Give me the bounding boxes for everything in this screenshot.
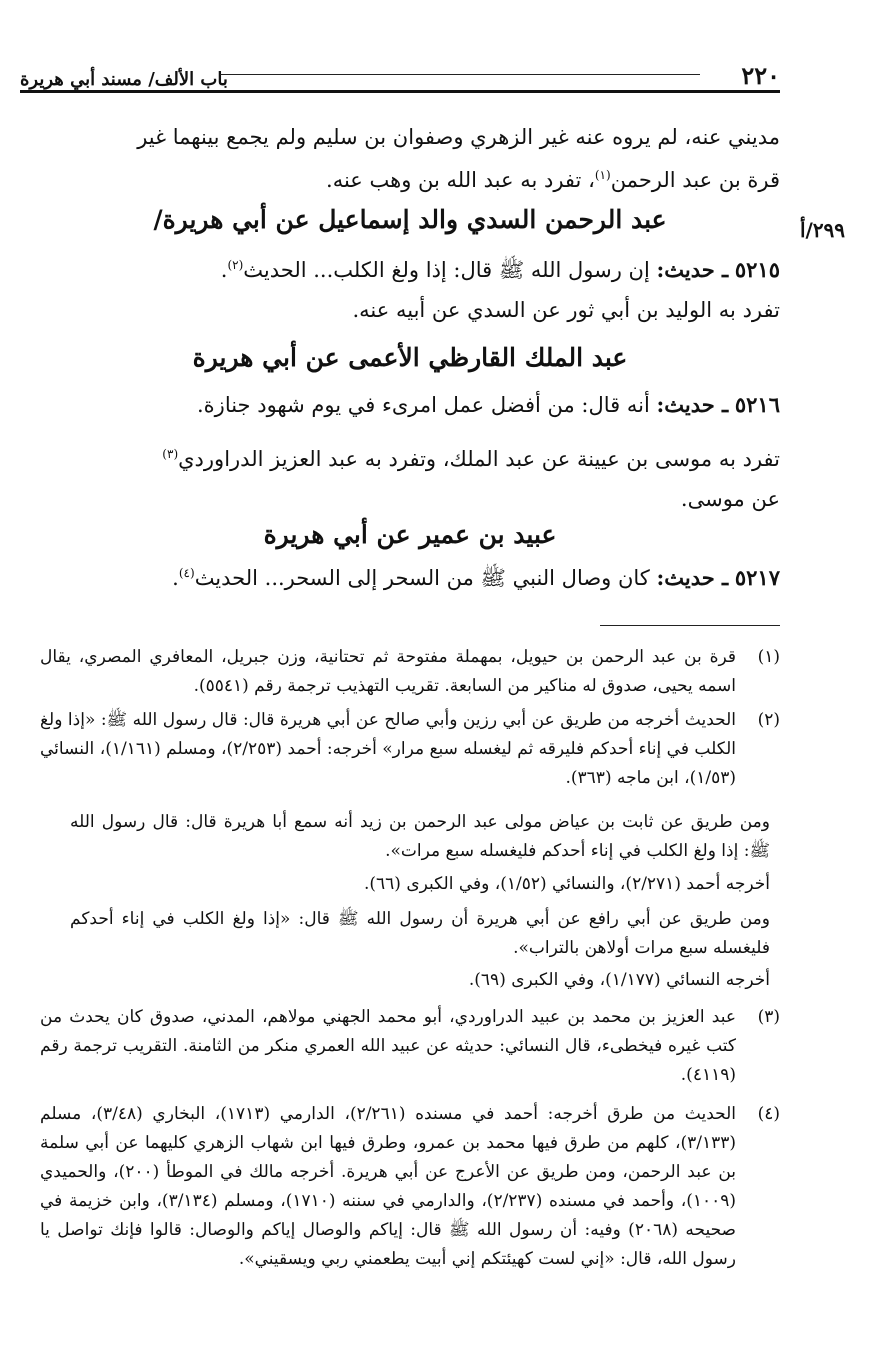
intro-line-1: مديني عنه، لم يروه عنه غير الزهري وصفوان بن سليم ولم يجمع بينهما غير	[137, 125, 780, 149]
footnote-number: (٤)	[757, 1104, 780, 1124]
footnote-2-paragraph-5: أخرجه النسائي (١/١٧٧)، وفي الكبرى (٦٩).	[468, 970, 770, 990]
hadith-number: ٥٢١٧	[734, 565, 780, 590]
section-heading-2: عبد الملك القارظي الأعمى عن أبي هريرة	[192, 343, 628, 372]
section-1-note: تفرد به الوليد بن أبي ثور عن السدي عن أبيه عنه.	[352, 298, 780, 322]
hadith-text: إن رسول الله ﷺ قال: إذا ولغ الكلب... الحديث	[243, 258, 650, 282]
intro-line-2	[40, 156, 780, 199]
section-heading-3: عبيد بن عمير عن أبي هريرة	[263, 520, 557, 549]
footnote-separator	[600, 625, 780, 626]
manuscript-folio-ref: ٢٩٩/أ	[799, 218, 846, 242]
footnote-number: (٢)	[757, 710, 780, 730]
footnote-3	[40, 1003, 780, 1090]
section-2-note-a: تفرد به موسى بن عيينة عن عبد الملك، وتفرد به عبد العزيز الدراوردي	[178, 447, 780, 471]
intro-line-2-a: قرة بن عبد الرحمن	[610, 168, 780, 192]
footnote-4	[40, 1100, 780, 1274]
intro-paragraph	[40, 118, 780, 199]
footnote-2-paragraph-3: أخرجه أحمد (٢/٢٧١)، والنسائي (١/٥٢)، وفي الكبرى (٦٦).	[363, 874, 770, 894]
hadith-text: كان وصال النبي ﷺ من السحر إلى السحر... الحديث	[194, 566, 650, 590]
footnote-1	[40, 643, 780, 701]
footnote-text: عبد العزيز بن محمد بن عبيد الدراوردي، أبو محمد الجهني مولاهم، المدني، صدوق كان يحدث من كتب غيره فيخطىء، قال النسائي: حديثه عن عبيد الله العمري منكر من الثامنة. التقريب ترجمة رقم (٤١١٩).	[40, 1007, 736, 1085]
hadith-label: ـ حديث:	[656, 392, 729, 417]
footnote-text: الحديث من طرق أخرجه: أحمد في مسنده (٢/٢٦١)، الدارمي (١٧١٣)، البخاري (٣/٤٨)، مسلم (٣/١٣٣)، كلهم من طرق فيها محمد بن عمرو، وطرق فيها ابن شهاب الزهري كليهما عن أبي سلمة بن عبد الرحمن، ومن طريق عن الأعرج عن أبي هريرة. أخرجه مالك في الموطأ (٢٠٠)، والحميدي (١٠٠٩)، وأحمد في مسنده (٢/٢٣٧)، والدارمي في سننه (١٧١٠)، ومسلم (٣/١٣٤)، وابن خزيمة في صحيحه (٢٠٦٨) وفيه: أن رسول الله ﷺ قال: إياكم والوصال إياكم والوصال: قالوا فإنك تواصل يا رسول الله، قال: «إني لست كهيئتكم إني أبيت يطعمني ربي ويسقيني».	[40, 1104, 736, 1269]
footnote-ref-3[interactable]: (٣)	[162, 447, 179, 461]
footnote-2-paragraph-2: ومن طريق عن ثابت بن عياض مولى عبد الرحمن بن زيد أنه سمع أبا هريرة قال: قال رسول الله ﷺ: إذا ولغ الكلب في إناء أحدكم فليغسله سبع مرات».	[70, 812, 770, 861]
hadith-5215: ٥٢١٥ ـ حديث: إن رسول الله ﷺ قال: إذا ولغ الكلب... الحديث$^{(٢)}$.	[220, 257, 780, 282]
footnote-text: الحديث أخرجه من طريق عن أبي رزين وأبي صالح عن أبي هريرة قال: قال رسول الله ﷺ: «إذا ولغ الكلب في إناء أحدكم فليرقه ثم ليغسله سبع مرار» أخرجه: أحمد (٢/٢٥٣)، ومسلم (١/١٦١)، النسائي (١/٥٣)، ابن ماجه (٣٦٣).	[40, 710, 736, 788]
hadith-number: ٥٢١٥	[734, 257, 780, 282]
footnote-2-paragraph-4: ومن طريق عن أبي رافع عن أبي هريرة أن رسول الله ﷺ قال: «إذا ولغ الكلب في إناء أحدكم فليغسله سبع مرات أولاهن بالتراب».	[70, 909, 770, 958]
hadith-5217: ٥٢١٧ ـ حديث: كان وصال النبي ﷺ من السحر إلى السحر... الحديث$^{(٤)}$.	[172, 565, 780, 590]
footnote-ref-1[interactable]: (١)	[594, 168, 611, 182]
hadith-5216	[40, 392, 780, 417]
section-heading-1: عبد الرحمن السدي والد إسماعيل عن أبي هريرة/	[153, 205, 667, 234]
hadith-label: ـ حديث:	[656, 565, 729, 590]
footnote-2	[40, 706, 780, 793]
footnote-text: قرة بن عبد الرحمن بن حيويل، بمهملة مفتوحة ثم تحتانية، وزن جبريل، المعافري المصري، يقال اسمه يحيى، صدوق له مناكير من السابعة. تقريب التهذيب ترجمة رقم (٥٥٤١).	[40, 647, 736, 696]
page-number: ٢٢٠	[741, 61, 780, 90]
footnote-ref-2[interactable]: (٢)	[227, 258, 244, 272]
footnote-number: (١)	[757, 647, 780, 667]
section-2-note	[40, 434, 780, 519]
header-thin-rule	[220, 74, 700, 75]
header-rule	[20, 90, 780, 93]
footnote-number: (٣)	[757, 1007, 780, 1027]
hadith-text: أنه قال: من أفضل عمل امرىء في يوم شهود جنازة.	[197, 393, 650, 417]
page-header	[20, 50, 780, 90]
hadith-label: ـ حديث:	[656, 257, 729, 282]
intro-line-2-b: ، تفرد به عبد الله بن وهب عنه.	[326, 168, 595, 192]
hadith-number: ٥٢١٦	[734, 392, 780, 417]
section-2-note-b: عن موسى.	[680, 487, 780, 511]
running-title: باب الألف/ مسند أبي هريرة	[20, 69, 228, 90]
footnote-ref-4[interactable]: (٤)	[178, 566, 195, 580]
